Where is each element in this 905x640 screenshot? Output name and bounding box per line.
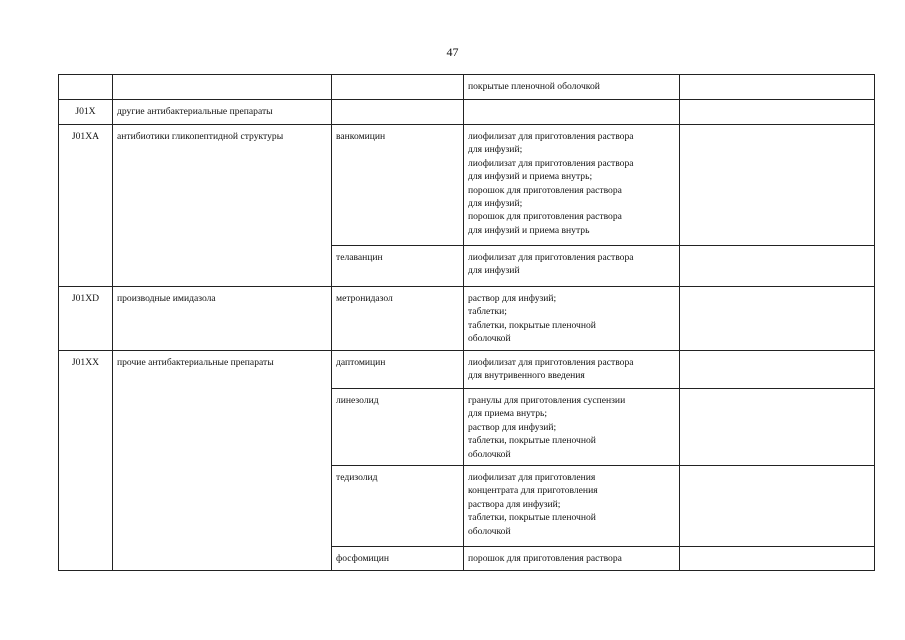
dosage-forms-cell — [464, 351, 680, 389]
dosage-forms-cell — [464, 389, 680, 466]
dosage-form-line: таблетки, покрытые пленочной — [468, 319, 596, 331]
notes-cell — [680, 246, 875, 287]
group-name-cell — [113, 75, 332, 100]
drug-name-cell: фосфомицин — [332, 547, 464, 571]
dosage-form-line: для инфузий; — [468, 144, 523, 156]
notes-cell — [680, 75, 875, 100]
dosage-form-line: лиофилизат для приготовления раствора — [468, 252, 634, 263]
dosage-form-line: порошок для приготовления раствора — [468, 184, 622, 196]
dosage-forms-cell — [464, 287, 680, 351]
dosage-form-line: лиофилизат для приготовления — [468, 472, 596, 483]
page-number: 47 — [446, 45, 459, 59]
atc-code-cell: J01XX — [59, 351, 113, 571]
dosage-form-line: лиофилизат для приготовления раствора — [468, 357, 634, 368]
drug-name-cell: телаванцин — [332, 246, 464, 287]
dosage-form-line: таблетки, покрытые пленочной — [468, 512, 596, 524]
group-name-cell: другие антибактериальные препараты — [113, 100, 332, 125]
dosage-form-line: лиофилизат для приготовления раствора — [468, 157, 634, 169]
dosage-forms-cell — [464, 466, 680, 547]
dosage-form-line: гранулы для приготовления суспензии — [468, 395, 626, 406]
drug-name-cell: метронидазол — [332, 287, 464, 351]
table-row — [59, 125, 875, 246]
notes-cell — [680, 287, 875, 351]
dosage-forms-cell — [464, 100, 680, 125]
dosage-form-line: оболочкой — [468, 333, 511, 345]
dosage-forms-cell — [464, 75, 680, 100]
group-name-cell: прочие антибактериальные препараты — [113, 351, 332, 571]
dosage-form-line: для инфузий и приема внутрь; — [468, 171, 593, 183]
dosage-forms-cell — [464, 547, 680, 571]
group-name-cell: антибиотики гликопептидной структуры — [113, 125, 332, 287]
atc-code-cell: J01XA — [59, 125, 113, 287]
dosage-form-line: для инфузий — [468, 265, 520, 277]
atc-code-cell — [59, 75, 113, 100]
dosage-form-line: для приема внутрь; — [468, 408, 548, 420]
dosage-form-line: порошок для приготовления раствора — [468, 553, 622, 564]
table-row — [59, 351, 875, 389]
dosage-form-line: лиофилизат для приготовления раствора — [468, 131, 634, 142]
notes-cell — [680, 466, 875, 547]
drug-name-cell: даптомицин — [332, 351, 464, 389]
drug-name-cell — [332, 75, 464, 100]
dosage-forms-cell — [464, 125, 680, 246]
drug-name-cell: тедизолид — [332, 466, 464, 547]
dosage-form-line: раствора для инфузий; — [468, 498, 561, 510]
dosage-form-line: для инфузий и приема внутрь — [468, 224, 590, 236]
dosage-form-line: для внутривенного введения — [468, 370, 585, 382]
table-row — [59, 100, 875, 125]
dosage-form-line: таблетки, покрытые пленочной — [468, 435, 596, 447]
dosage-form-line: для инфузий; — [468, 198, 523, 210]
atc-code-cell: J01X — [59, 100, 113, 125]
drug-name-cell: линезолид — [332, 389, 464, 466]
dosage-form-line: таблетки; — [468, 306, 507, 318]
dosage-form-line: покрытые пленочной оболочкой — [468, 81, 600, 92]
group-name-cell: производные имидазола — [113, 287, 332, 351]
dosage-form-line: раствор для инфузий; — [468, 421, 557, 433]
notes-cell — [680, 100, 875, 125]
drug-table — [58, 74, 875, 571]
dosage-form-line: оболочкой — [468, 448, 511, 460]
notes-cell — [680, 389, 875, 466]
notes-cell — [680, 547, 875, 571]
atc-code-cell: J01XD — [59, 287, 113, 351]
drug-name-cell: ванкомицин — [332, 125, 464, 246]
drug-name-cell — [332, 100, 464, 125]
dosage-forms-cell — [464, 246, 680, 287]
notes-cell — [680, 125, 875, 246]
dosage-form-line: оболочкой — [468, 525, 511, 537]
dosage-form-line: концентрата для приготовления — [468, 485, 598, 497]
notes-cell — [680, 351, 875, 389]
dosage-form-line: порошок для приготовления раствора — [468, 211, 622, 223]
table-row — [59, 75, 875, 100]
dosage-form-line: раствор для инфузий; — [468, 293, 557, 304]
table-row — [59, 287, 875, 351]
